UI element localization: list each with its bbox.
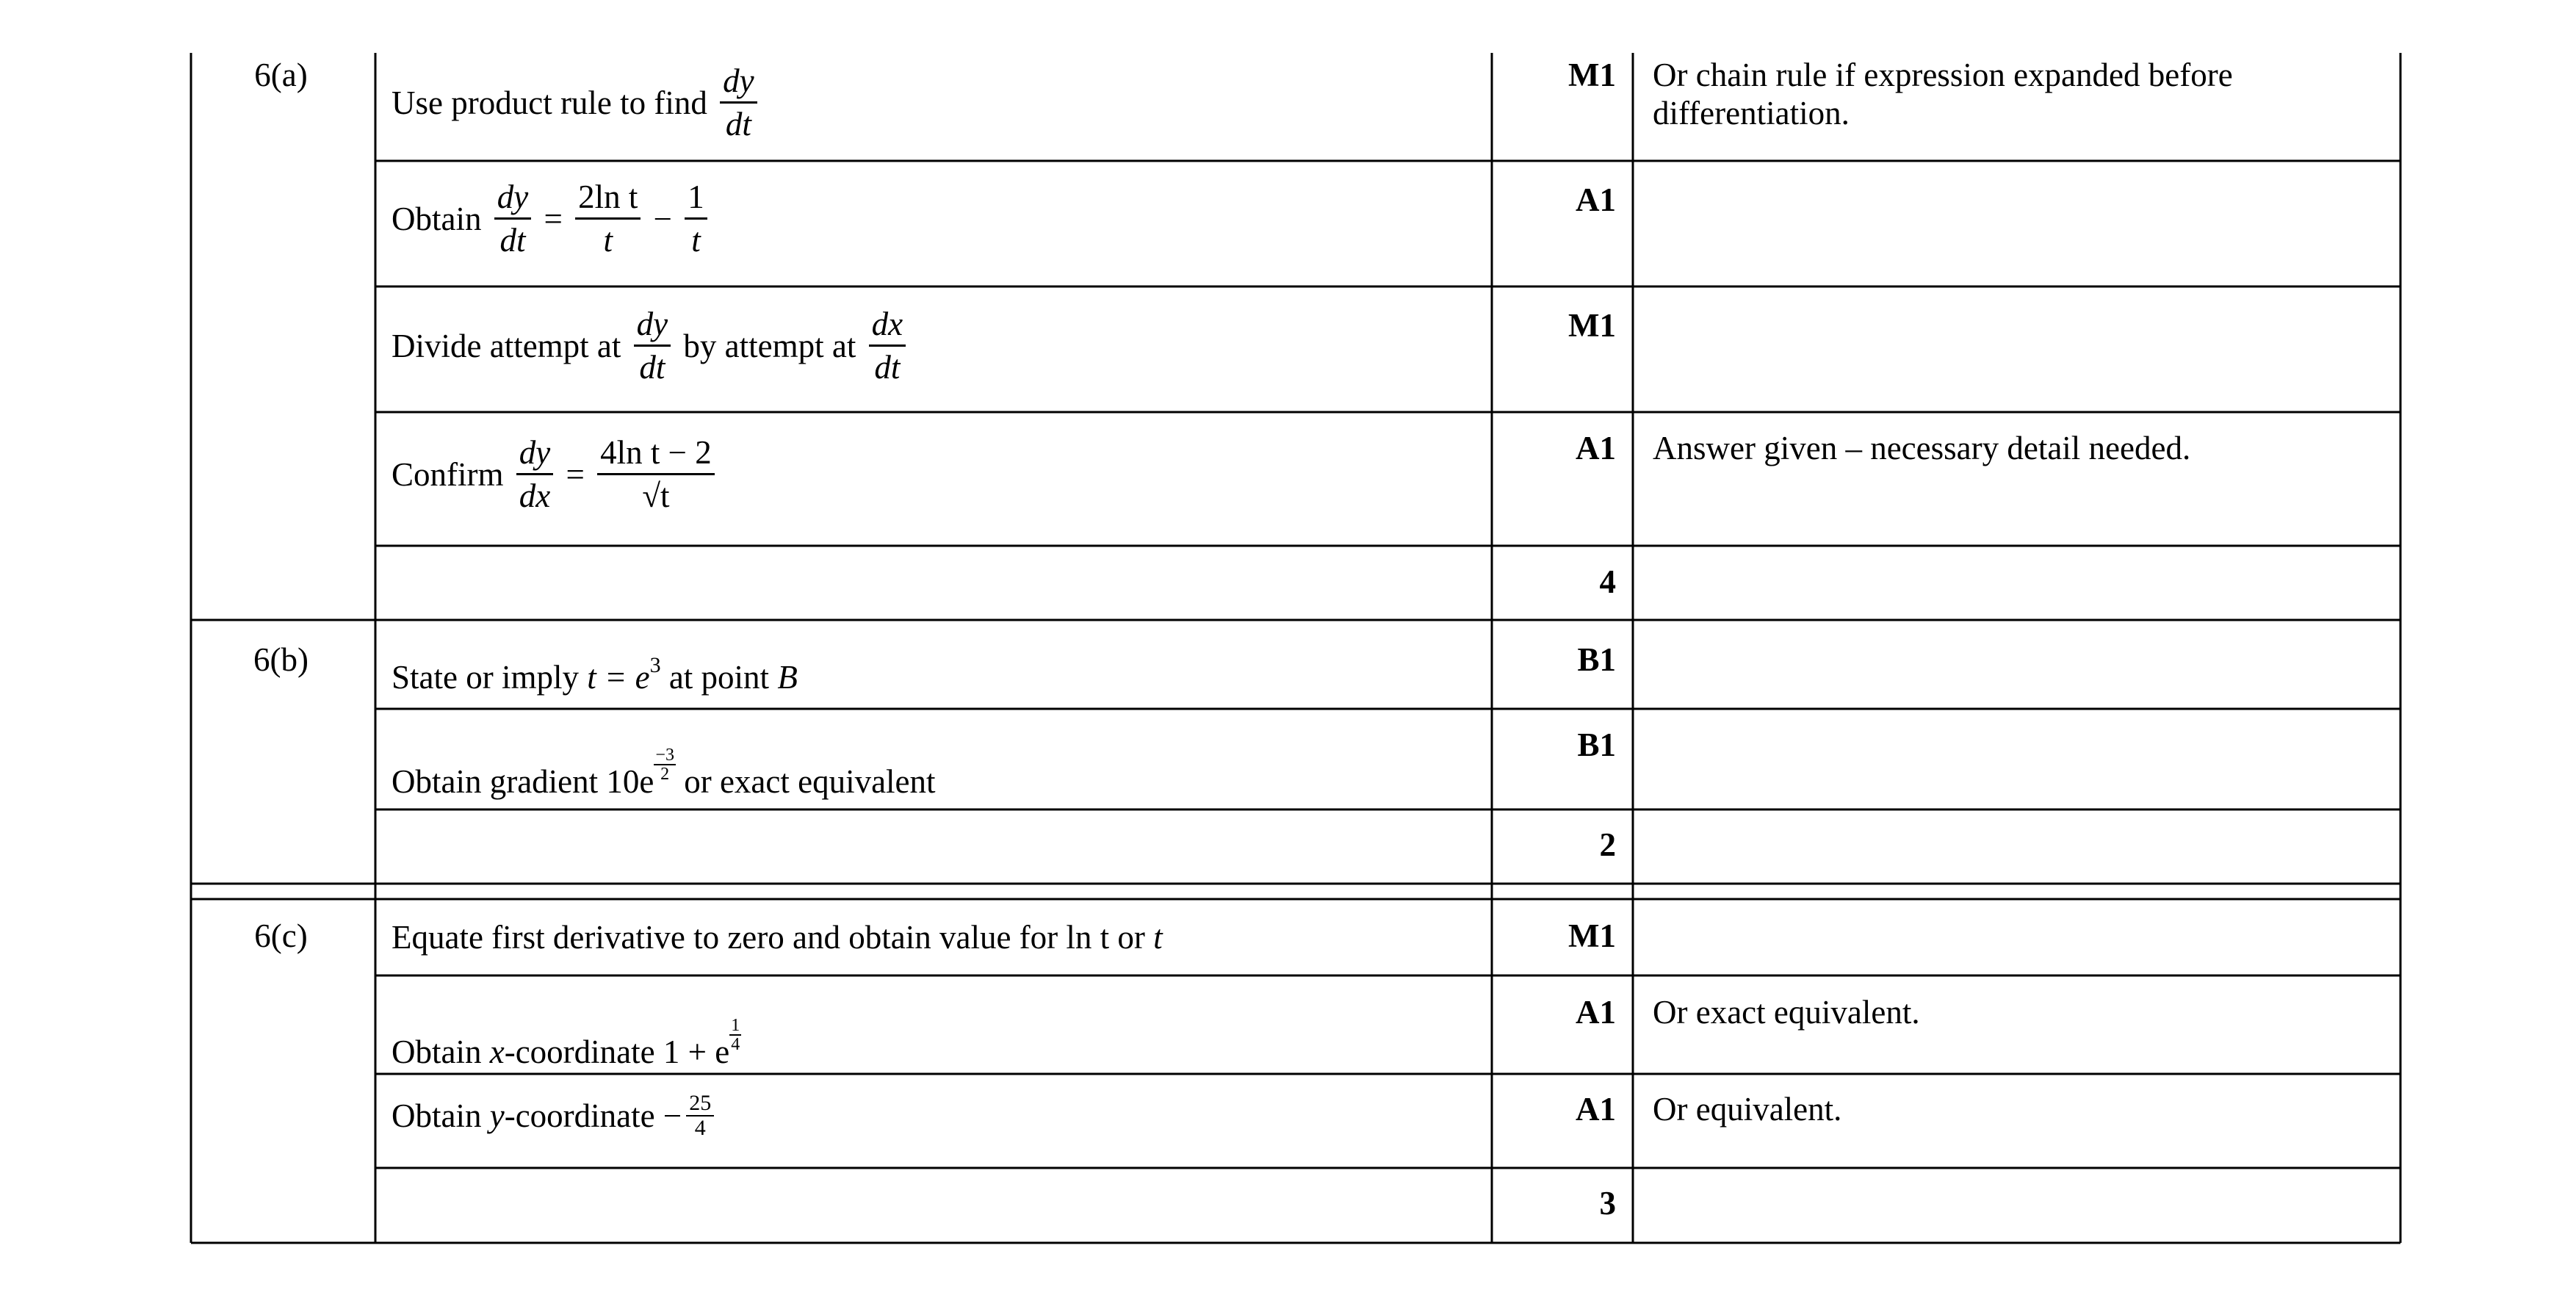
answer-text-or: or — [1117, 919, 1145, 956]
answer-text-after: at point — [668, 659, 770, 696]
answer-6c-3 — [392, 1092, 718, 1140]
answer-6c-1 — [392, 918, 1163, 956]
variable: y — [489, 1097, 505, 1134]
answer-text: Obtain gradient — [392, 763, 599, 800]
fraction-denominator: t — [603, 222, 613, 259]
exponent: 3 — [649, 653, 661, 677]
guidance-6c-2: Or exact equivalent. — [1653, 994, 1920, 1031]
fraction-denominator: t — [691, 222, 701, 259]
mark-6b-2: B1 — [1577, 726, 1616, 763]
answer-text-suffix: -coordinate — [504, 1034, 655, 1070]
variable: x — [489, 1034, 505, 1070]
point-label: B — [777, 659, 798, 696]
mark-6a-4: A1 — [1576, 430, 1616, 466]
answer-text: Confirm — [392, 455, 504, 493]
fraction-denominator: dt — [499, 222, 526, 259]
variable: t — [1153, 919, 1163, 956]
fraction-dy-dt — [634, 303, 671, 388]
total-6b: 2 — [1599, 826, 1616, 863]
fraction-1-over-t — [685, 176, 707, 261]
answer-text: Obtain — [392, 1097, 482, 1134]
answer-6a-4 — [392, 432, 719, 516]
mark-6b-1: B1 — [1577, 641, 1616, 678]
answer-text: Obtain — [392, 1034, 482, 1070]
answer-text: State or imply — [392, 659, 579, 696]
fraction-2lnt-over-t — [575, 176, 641, 261]
minus-sign: − — [653, 200, 673, 237]
fraction-dy-dt — [720, 60, 757, 145]
fraction-dy-dx — [516, 432, 553, 516]
fraction-denominator: dx — [519, 477, 551, 514]
guidance-6c-3: Or equivalent. — [1653, 1091, 1842, 1128]
fraction-denominator: dt — [725, 106, 751, 143]
fraction-numerator: 25 — [686, 1092, 714, 1117]
minus-sign: − — [663, 1097, 682, 1134]
fraction-numerator: dx — [869, 303, 906, 347]
answer-text: Use product rule to find — [392, 84, 707, 121]
math-expression: 10e — [606, 763, 654, 800]
answer-text: Divide attempt at — [392, 327, 621, 364]
answer-6b-2 — [392, 746, 936, 801]
fraction-numerator: 2ln t — [575, 176, 641, 220]
fraction-numerator: 4ln t − 2 — [597, 432, 715, 475]
answer-6a-2 — [392, 176, 712, 261]
mark-6c-2: A1 — [1576, 994, 1616, 1031]
fraction-denominator: dt — [639, 349, 665, 386]
fraction-dy-dt — [494, 176, 531, 261]
answer-6b-1 — [392, 646, 798, 696]
equals-sign: = — [544, 200, 563, 237]
equals-sign: = — [566, 455, 585, 493]
question-number-6c: 6(c) — [254, 917, 308, 954]
answer-text: Obtain — [392, 200, 482, 237]
fraction-numerator: dy — [634, 303, 671, 347]
fraction-dx-dt — [869, 303, 906, 388]
fraction-numerator: 1 — [685, 176, 707, 220]
exponent-fraction — [729, 1017, 741, 1053]
math-expression: ln t — [1066, 919, 1110, 956]
fraction-numerator: dy — [494, 176, 531, 220]
answer-text-suffix: -coordinate — [504, 1097, 655, 1134]
fraction-4lnt-minus-2-over-root-t — [597, 432, 715, 516]
mark-6a-1: M1 — [1568, 57, 1616, 93]
question-number-6a: 6(a) — [254, 57, 308, 93]
mark-6a-3: M1 — [1568, 307, 1616, 344]
fraction-denominator: 2 — [660, 765, 670, 784]
math-expression: t = e — [587, 659, 650, 696]
guidance-6a-1: Or chain rule if expression expanded before differentiation. — [1653, 57, 2233, 131]
answer-text: Equate first derivative to zero and obtain value for — [392, 919, 1058, 956]
fraction-numerator: dy — [516, 432, 553, 475]
guidance-6a-4: Answer given – necessary detail needed. — [1653, 430, 2191, 466]
total-6c: 3 — [1599, 1185, 1616, 1222]
fraction-numerator: −3 — [655, 746, 674, 765]
answer-6a-3 — [392, 303, 910, 388]
answer-6c-2 — [392, 1017, 741, 1071]
fraction-denominator: √t — [642, 477, 670, 514]
mark-6c-1: M1 — [1568, 917, 1616, 954]
exponent-fraction — [654, 746, 676, 783]
fraction-denominator: dt — [874, 349, 901, 386]
mark-6c-3: A1 — [1576, 1091, 1616, 1128]
answer-text-after: or exact equivalent — [684, 763, 936, 800]
question-number-6b: 6(b) — [253, 641, 309, 678]
fraction-numerator: dy — [720, 60, 757, 104]
answer-6a-1 — [392, 60, 762, 145]
math-expression: 1 + e — [663, 1034, 730, 1070]
fraction-denominator: 4 — [694, 1116, 706, 1140]
fraction-denominator: 4 — [731, 1035, 740, 1054]
mark-6a-2: A1 — [1576, 181, 1616, 218]
fraction-25-over-4 — [686, 1092, 714, 1140]
answer-text-middle: by attempt at — [683, 327, 856, 364]
fraction-numerator: 1 — [731, 1016, 740, 1035]
total-6a: 4 — [1599, 563, 1616, 600]
